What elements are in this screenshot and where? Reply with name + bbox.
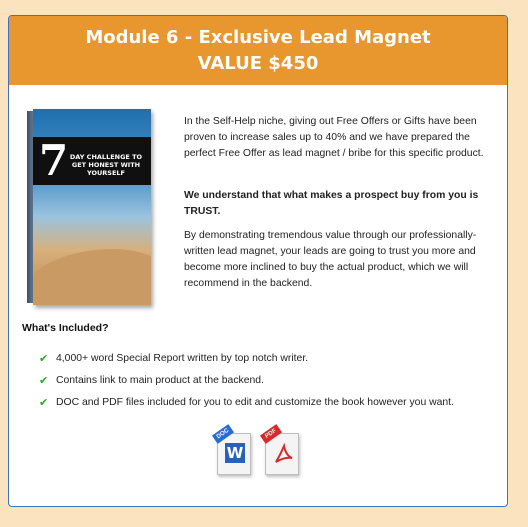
module-card xyxy=(8,15,508,507)
module-title: Module 6 - Exclusive Lead Magnet xyxy=(85,27,431,48)
list-item-label: Contains link to main product at the backend. xyxy=(56,375,264,386)
list-item-label: DOC and PDF files included for you to edit and customize the book however you want. xyxy=(56,397,454,408)
desert-dune-graphic xyxy=(33,249,151,305)
list-item-label: 4,000+ word Special Report written by top notch writer. xyxy=(56,353,309,364)
check-icon: ✔ xyxy=(39,375,49,387)
module-value: VALUE $450 xyxy=(197,53,319,74)
acrobat-logo-icon xyxy=(273,443,295,465)
check-icon: ✔ xyxy=(39,397,49,409)
intro-paragraph-3: By demonstrating tremendous value through our professionally-written lead magnet, your leads are going to trust you more and become more inclined to buy the actual product, which we will recommend in the backend. xyxy=(184,230,477,289)
intro-paragraph-1: In the Self-Help niche, giving out Free Offers or Gifts have been proven to increase sales up to 40% and we have prepared the perfect Free Offer as lead magnet / bribe for this specific product. xyxy=(184,116,484,159)
included-list xyxy=(39,352,454,418)
ebook-cover-image xyxy=(27,109,151,305)
pdf-file-icon xyxy=(261,429,301,477)
word-tag: DOC xyxy=(212,424,234,444)
whats-included-heading: What's Included? xyxy=(22,322,109,334)
word-letter: W xyxy=(226,444,244,462)
pdf-tag: PDF xyxy=(260,424,282,444)
word-file-icon xyxy=(213,429,253,477)
ebook-number: 7 xyxy=(39,136,69,185)
list-item xyxy=(39,374,454,396)
list-item xyxy=(39,396,454,418)
module-header xyxy=(9,16,507,85)
ebook-cover xyxy=(33,109,151,305)
check-icon: ✔ xyxy=(39,353,49,365)
ebook-title: DAY CHALLENGE TO GET HONEST WITH YOURSELF xyxy=(69,153,143,177)
list-item xyxy=(39,352,454,374)
intro-paragraph-2: We understand that what makes a prospect buy from you is TRUST. xyxy=(184,190,479,217)
